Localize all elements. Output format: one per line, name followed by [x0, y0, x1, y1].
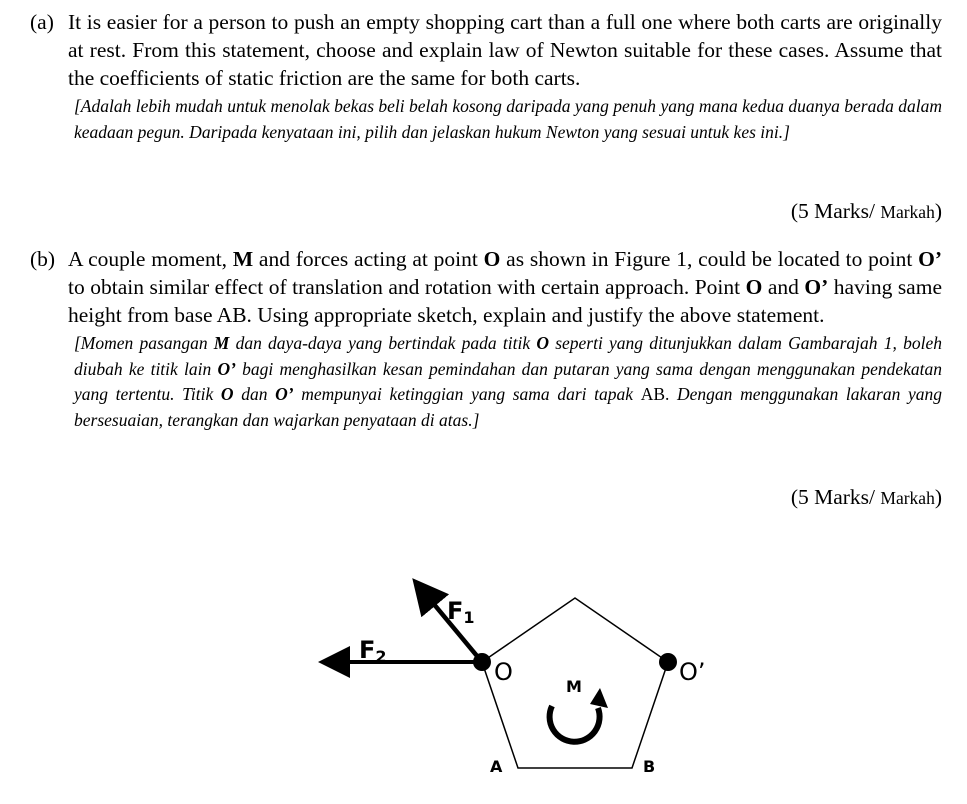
question-a-translation: [Adalah lebih mudah untuk menolak bekas beli belah kosong daripada yang penuh yang mana kedua duanya berada dalam keadaan pegun. Daripada kenyataan ini, pilih dan jelaskan hukum Newton yang sesuai untuk kes ini.] — [74, 96, 942, 142]
marks-label: (5 Marks/ — [790, 199, 876, 223]
question-a-text: It is easier for a person to push an empty shopping cart than a full one where both carts are originally at rest. From this statement, choose and explain law of Newton suitable for these cases. Assume that the coefficients of static friction are the same for both carts. — [68, 10, 942, 90]
marks-close: ) — [934, 485, 942, 509]
marks-malay-label: Markah — [880, 202, 935, 222]
marks-label: (5 Marks/ — [790, 485, 876, 509]
question-b-translation: [Momen pasangan M dan daya-daya yang bertindak pada titik O seperti yang ditunjukkan dalam Gambarajah 1, boleh diubah ke titik lain O’ bagi menghasilkan kesan pemindahan dan putaran yang sama dengan menggunakan pendekatan yang tertentu. Titik O dan O’ mempunyai ketinggian yang sama dari tapak AB. Dengan menggunakan lakaran yang bersesuaian, terangkan dan wajarkan penyataan di atas.] — [74, 333, 943, 430]
label-f1: F1 — [447, 597, 475, 627]
label-a: A — [490, 757, 503, 776]
marks-close: ) — [934, 199, 942, 223]
point-o-dot — [473, 653, 491, 671]
label-o-prime: O’ — [679, 658, 706, 686]
label-b: B — [643, 757, 656, 776]
marks-malay-label: Markah — [880, 488, 935, 508]
label-o: O — [494, 658, 513, 686]
moment-m-arrow — [550, 706, 600, 742]
label-f2: F2 — [359, 636, 387, 666]
question-b-label: (b) — [30, 247, 56, 271]
label-m: M — [566, 677, 582, 696]
question-b-text: A couple moment, M and forces acting at point O as shown in Figure 1, could be located to point O’ to obtain similar effect of translation and rotation with certain approach. Point O and O’ having same height from base AB. Using appropriate sketch, explain and justify the above statement. — [68, 247, 942, 327]
question-a-label: (a) — [30, 10, 54, 34]
moment-m-arrowhead — [590, 688, 608, 708]
point-o-prime-dot — [659, 653, 677, 671]
